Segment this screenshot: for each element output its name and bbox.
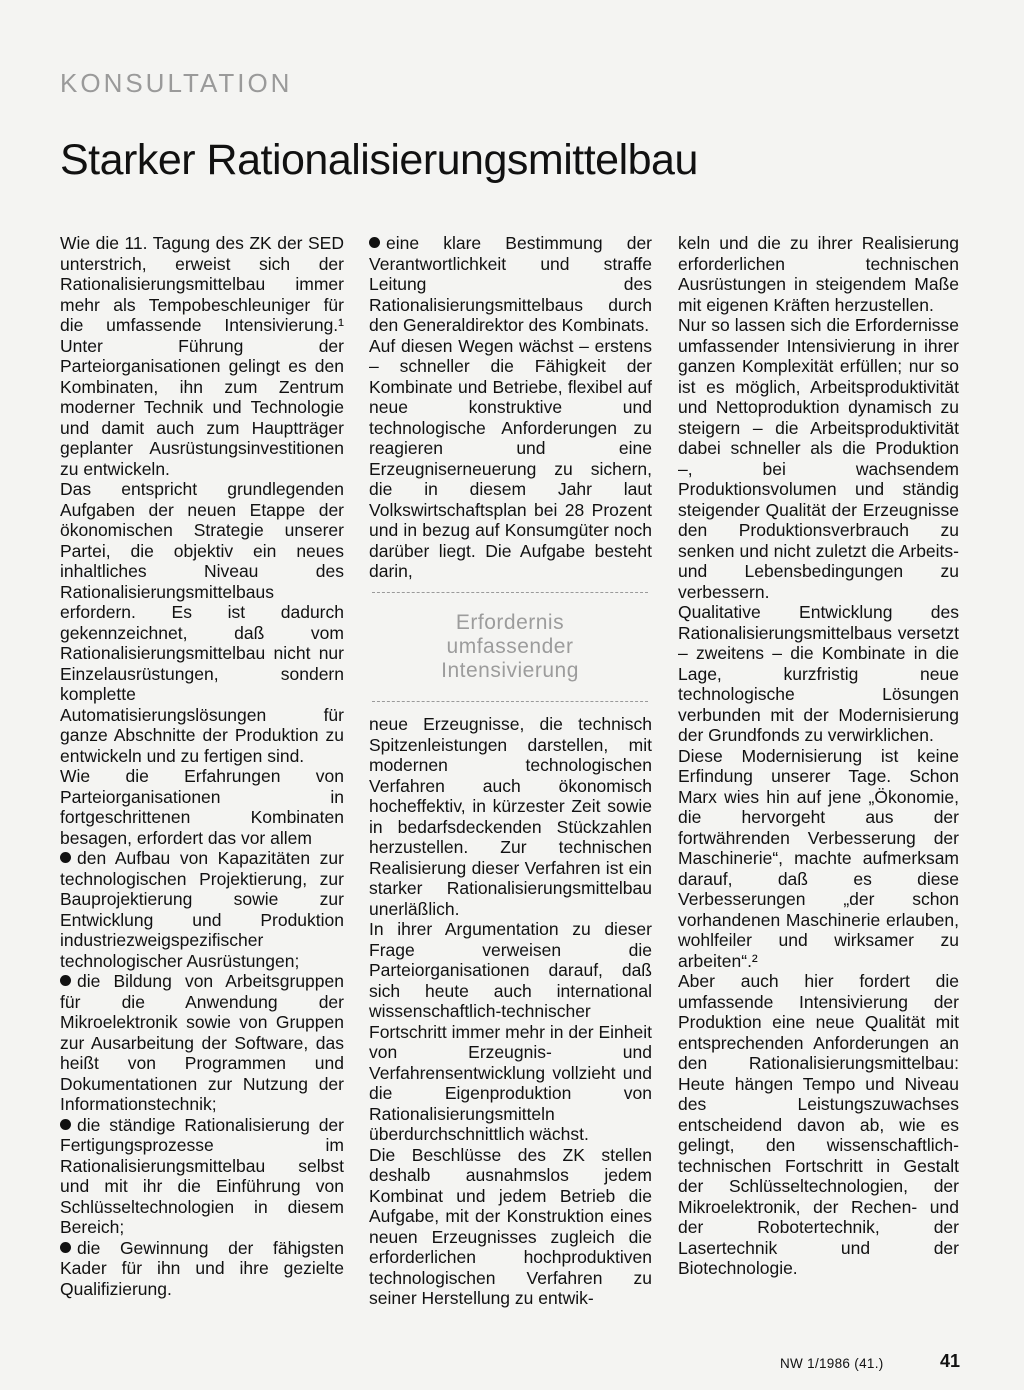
- issue-label: NW 1/1986 (41.): [780, 1356, 884, 1371]
- pull-quote-line: Intensivierung: [441, 659, 579, 682]
- list-item: den Aufbau von Kapazitäten zur technologischen Projektierung, zur Bauprojektierung sowie zur Entwicklung und Produktion industriezweigspezifischer technologischer Ausrüstungen;: [60, 848, 344, 971]
- page-number: 41: [940, 1351, 961, 1371]
- bullet-icon: [369, 237, 380, 248]
- pull-quote-line: Erfordernis: [455, 611, 565, 634]
- paragraph: Qualitative Entwicklung des Rationalisierungsmittelbaus versetzt – zweitens – die Kombinate in die Lage, kurzfristig neue technologische Lösungen verbunden mit der Modernisierung der Grundfonds zu verwirklichen.: [678, 602, 959, 745]
- paragraph: Diese Modernisierung ist keine Erfindung unserer Tage. Schon Marx wies hin auf jene „Ökonomie, die hervorgeht aus der fortwährenden Verbesserung der Maschinerie“, machte aufmerksam darauf, daß es diese Verbesserungen „der schon vorhandenen Maschinerie erlauben, wohlfeiler und wirksamer zu arbeiten“.²: [678, 745, 959, 971]
- pull-quote-line: umfassender: [446, 635, 574, 658]
- column-2-bottom: [369, 714, 652, 1309]
- paragraph: neue Erzeugnisse, die technisch Spitzenleistungen darstellen, mit modernen technologischen Verfahren auch ökonomisch hocheffektiv, in kürzester Zeit sowie in bedarfsdeckenden Stückzahlen herzustellen. Zur technischen Realisierung dieser Verfahren ist ein starker Rationalisierungsmittelbau unerläßlich.: [369, 714, 652, 919]
- list-item: die ständige Rationalisierung der Fertigungsprozesse im Rationalisierungsmittelbau selbst und mit ihr die Einführung von Schlüsseltechnologien in diesem Bereich;: [60, 1114, 344, 1237]
- paragraph: Auf diesen Wegen wächst – erstens – schneller die Fähigkeit der Kombinate und Betriebe, flexibel auf neue konstruktive und technologische Anforderungen zu reagieren und eine Erzeugniserneuerung zu sichern, die in diesem Jahr laut Volkswirtschaftsplan bei 28 Prozent und in bezug auf Konsumgüter noch darüber liegt. Die Aufgabe besteht darin,: [369, 335, 652, 581]
- bullet-icon: [60, 975, 71, 986]
- pull-quote: [372, 592, 648, 702]
- section-kicker: KONSULTATION: [60, 68, 293, 98]
- column-3: [678, 233, 959, 1279]
- bullet-icon: [60, 1119, 71, 1130]
- paragraph: Die Beschlüsse des ZK stellen deshalb ausnahmslos jedem Kombinat und jedem Betrieb die Aufgabe, mit der Konstruktion eines neuen Erzeugnisses zugleich die erforderlichen hochproduktiven technologischen Verfahren zu seiner Herstellung zu entwik-: [369, 1144, 652, 1308]
- list-item: die Bildung von Arbeitsgruppen für die Anwendung der Mikroelektronik sowie von Gruppen zur Ausarbeitung der Software, das heißt von Programmen und Dokumentationen zur Nutzung der Informationstechnik;: [60, 971, 344, 1114]
- bullet-icon: [60, 1242, 71, 1253]
- paragraph: Aber auch hier fordert die umfassende Intensivierung der Produktion eine neue Qualität mit entsprechenden Anforderungen an den Rationalisierungsmittelbau: Heute hängen Tempo und Niveau des Leistungszuwachses entscheidend davon ab, wie es gelingt, den wissenschaftlich-technischen Fortschritt in Gestalt der Schlüsseltechnologien, der Mikroelektronik, der Rechen- und der Robotertechnik, der Lasertechnik und der Biotechnologie.: [678, 971, 959, 1278]
- paragraph: In ihrer Argumentation zu dieser Frage verweisen die Parteiorganisationen darauf, daß sich heute auch international wissenschaftlich-technischer Fortschritt immer mehr in der Einheit von Erzeugnis- und Verfahrensentwicklung vollzieht und die Eigenproduktion von Rationalisierungsmitteln überdurchschnittlich wächst.: [369, 919, 652, 1144]
- list-item: die Gewinnung der fähigsten Kader für ihn und ihre gezielte Qualifizierung.: [60, 1237, 344, 1299]
- list-item: eine klare Bestimmung der Verantwortlichkeit und straffe Leitung des Rationalisierungsmittelbaus durch den Generaldirektor des Kombinats.: [369, 233, 652, 335]
- article-title: Starker Rationalisierungsmittelbau: [60, 136, 698, 184]
- paragraph: Wie die 11. Tagung des ZK der SED unterstrich, erweist sich der Rationalisierungsmittelbau immer mehr als Tempobeschleuniger für die umfassende Intensivierung.¹ Unter Führung der Parteiorganisationen gelingt es den Kombinaten, ihn zum Zentrum moderner Technik und Technologie und damit auch zum Hauptträger geplanter Ausrüstungsinvestitionen zu entwickeln.: [60, 233, 344, 479]
- paragraph: keln und die zu ihrer Realisierung erforderlichen technischen Ausrüstungen in steigendem Maße mit eigenen Kräften herzustellen.: [678, 233, 959, 315]
- column-2-top: [369, 233, 652, 582]
- paragraph: Wie die Erfahrungen von Parteiorganisationen in fortgeschrittenen Kombinaten besagen, erfordert das vor allem: [60, 766, 344, 848]
- paragraph: Nur so lassen sich die Erfordernisse umfassender Intensivierung in ihrer ganzen Komplexität erfüllen; nur so ist es möglich, Arbeitsproduktivität und Nettoproduktion dynamisch zu steigern – die Arbeitsproduktivität dabei schneller als die Produktion –, bei wachsendem Produktionsvolumen und ständig steigender Qualität der Erzeugnisse den Produktionsverbrauch zu senken und nicht zuletzt die Arbeits- und Lebensbedingungen zu verbessern.: [678, 315, 959, 602]
- paragraph: Das entspricht grundlegenden Aufgaben der neuen Etappe der ökonomischen Strategie unserer Partei, die objektiv ein neues inhaltliches Niveau des Rationalisierungsmittelbaus erfordern. Es ist dadurch gekennzeichnet, daß vom Rationalisierungsmittelbau nicht nur Einzelausrüstungen, sondern komplette Automatisierungslösungen für ganze Abschnitte der Produktion zu entwickeln und zu fertigen sind.: [60, 479, 344, 766]
- column-1: [60, 233, 344, 1299]
- bullet-icon: [60, 852, 71, 863]
